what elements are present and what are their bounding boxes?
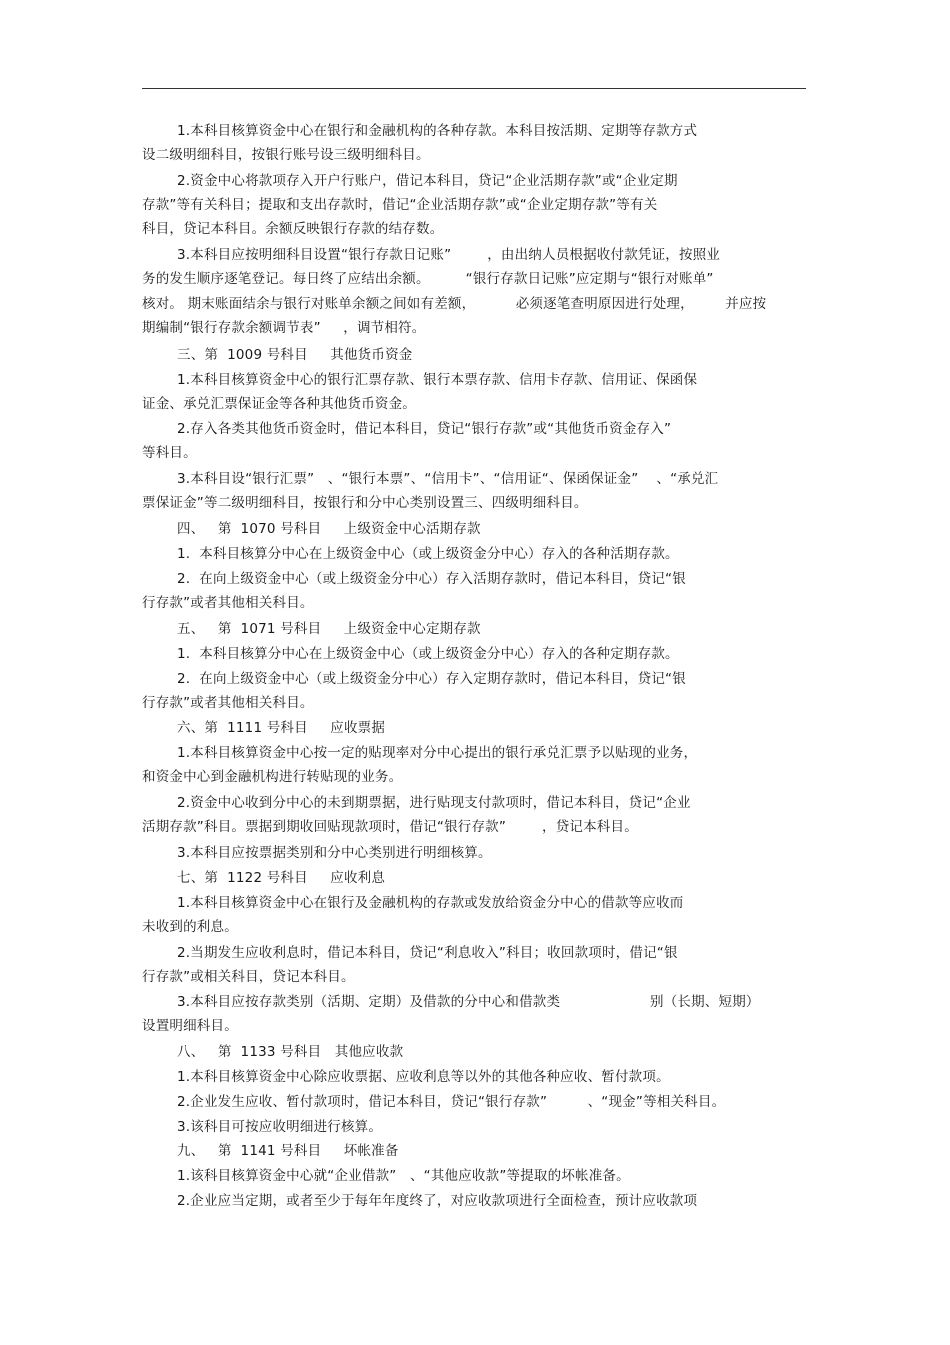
text-line: 1. 本科目核算分中心在上级资金中心（或上级资金分中心）存入的各种定期存款。 xyxy=(177,646,679,662)
text-line: 证金、承兑汇票保证金等各种其他货币资金。 xyxy=(142,396,416,412)
section-heading: 七、第 1122 号科目 应收利息 xyxy=(177,870,386,886)
text-line: 3.本科目应按票据类别和分中心类别进行明细核算。 xyxy=(177,845,492,861)
section-heading: 九、 第 1141 号科目 坏帐准备 xyxy=(177,1143,399,1159)
header-rule xyxy=(142,88,806,89)
text-line: 2.资金中心收到分中心的未到期票据，进行贴现支付款项时，借记本科目，贷记“企业 xyxy=(177,795,691,811)
text-line: 1.该科目核算资金中心就“企业借款” 、“其他应收款”等提取的坏帐准备。 xyxy=(177,1168,630,1184)
text-line: 1.本科目核算资金中心的银行汇票存款、银行本票存款、信用卡存款、信用证、保函保 xyxy=(177,372,698,388)
text-line: 和资金中心到金融机构进行转贴现的业务。 xyxy=(142,769,403,785)
text-line: 科目，贷记本科目。余额反映银行存款的结存数。 xyxy=(142,221,444,237)
text-line: 1. 本科目核算分中心在上级资金中心（或上级资金分中心）存入的各种活期存款。 xyxy=(177,546,679,562)
text-line: 2.当期发生应收利息时，借记本科目，贷记“利息收入”科目；收回款项时，借记“银 xyxy=(177,945,678,961)
text-line: 2. 在向上级资金中心（或上级资金分中心）存入定期存款时，借记本科目，贷记“银 xyxy=(177,671,686,687)
text-line: 务的发生顺序逐笔登记。每日终了应结出余额。 “银行存款日记账”应定期与“银行对账单” xyxy=(142,271,714,287)
text-line: 1.本科目核算资金中心在银行和金融机构的各种存款。本科目按活期、定期等存款方式 xyxy=(177,123,698,139)
text-line: 2.存入各类其他货币资金时，借记本科目，贷记“银行存款”或“其他货币资金存入” xyxy=(177,421,672,437)
section-heading: 六、第 1111 号科目 应收票据 xyxy=(177,720,386,736)
section-heading: 四、 第 1070 号科目 上级资金中心活期存款 xyxy=(177,521,481,537)
text-line: 3.本科目应按明细科目设置“银行存款日记账” ，由出纳人员根据收付款凭证，按照业 xyxy=(177,247,721,263)
text-line: 行存款”或者其他相关科目。 xyxy=(142,695,314,711)
text-line: 票保证金”等二级明细科目，按银行和分中心类别设置三、四级明细科目。 xyxy=(142,495,588,511)
text-line: 行存款”或相关科目，贷记本科目。 xyxy=(142,969,355,985)
text-line: 3.该科目可按应收明细进行核算。 xyxy=(177,1119,383,1135)
text-line: 1.本科目核算资金中心按一定的贴现率对分中心提出的银行承兑汇票予以贴现的业务， xyxy=(177,745,698,761)
section-heading: 五、 第 1071 号科目 上级资金中心定期存款 xyxy=(177,621,481,637)
text-line: 2. 在向上级资金中心（或上级资金分中心）存入活期存款时，借记本科目，贷记“银 xyxy=(177,571,686,587)
text-line: 2.企业应当定期，或者至少于每年年度终了，对应收款项进行全面检查，预计应收款项 xyxy=(177,1193,698,1209)
text-line: 活期存款”科目。票据到期收回贴现款项时，借记“银行存款” ，贷记本科目。 xyxy=(142,819,638,835)
text-line: 未收到的利息。 xyxy=(142,919,238,935)
section-heading: 八、 第 1133 号科目 其他应收款 xyxy=(177,1044,404,1060)
text-line: 设置明细科目。 xyxy=(142,1018,238,1034)
section-heading: 三、第 1009 号科目 其他货币资金 xyxy=(177,347,413,363)
text-line: 2.资金中心将款项存入开户行账户，借记本科目，贷记“企业活期存款”或“企业定期 xyxy=(177,173,678,189)
text-line: 等科目。 xyxy=(142,445,197,461)
text-line: 期编制“银行存款余额调节表” ，调节相符。 xyxy=(142,320,426,336)
text-line: 核对。 期末账面结余与银行对账单余额之间如有差额， 必须逐笔查明原因进行处理， 并应按 xyxy=(142,296,767,312)
text-line: 3.本科目应按存款类别（活期、定期）及借款的分中心和借款类 别（长期、短期） xyxy=(177,994,760,1010)
text-line: 2.企业发生应收、暂付款项时，借记本科目，贷记“银行存款” 、“现金”等相关科目。 xyxy=(177,1094,726,1110)
text-line: 3.本科目设“银行汇票” 、“银行本票”、“信用卡”、“信用证“、保函保证金” 、“承兑汇 xyxy=(177,471,719,487)
text-line: 1.本科目核算资金中心在银行及金融机构的存款或发放给资金分中心的借款等应收而 xyxy=(177,895,684,911)
text-line: 设二级明细科目，按银行账号设三级明细科目。 xyxy=(142,147,430,163)
text-line: 存款”等有关科目；提取和支出存款时，借记“企业活期存款”或“企业定期存款”等有关 xyxy=(142,197,658,213)
text-line: 行存款”或者其他相关科目。 xyxy=(142,595,314,611)
text-line: 1.本科目核算资金中心除应收票据、应收利息等以外的其他各种应收、暂付款项。 xyxy=(177,1069,670,1085)
